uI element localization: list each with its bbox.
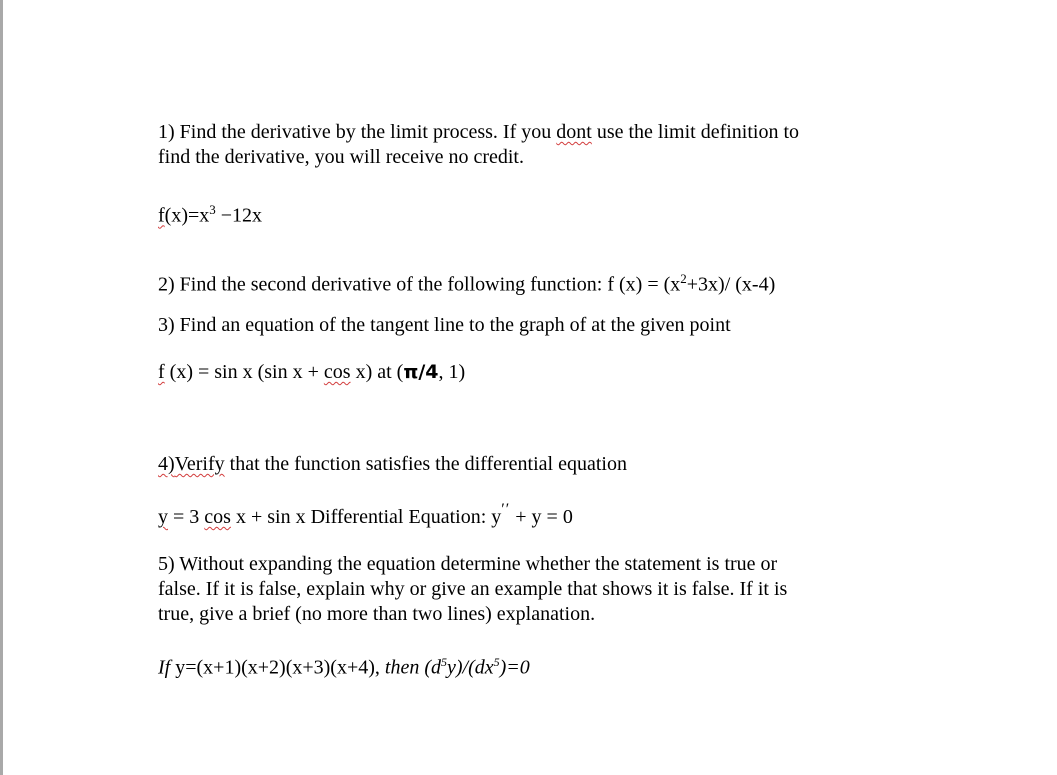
q2-text: 2) Find the second derivative of the following function: f $(x) = (x^2+3x)/$ (x-4) xyxy=(158,271,776,296)
q1-misspelled-word: dont xyxy=(556,121,592,143)
q1-instruction: 1) Find the derivative by the limit process. If you dont use the limit definition to find the derivative, you will receive no credit. xyxy=(158,121,800,168)
q4-equation: y = 3 cos x + sin x Differential Equation: y′′ + y = 0 xyxy=(158,501,573,528)
q3-function: f (x) = sin x (sin x + cos x) at (π/4, 1) xyxy=(158,361,466,383)
q5-text: 5) Without expanding the equation determine whether the statement is true or false. If it is false, explain why or give an example that shows it is false. If it is true, give a brief (no more than two lines) explanation. xyxy=(158,553,788,625)
q5-statement: If y=(x+1)(x+2)(x+3)(x+4), then $(d^5y)/(dx^5)=0$ xyxy=(158,655,530,679)
q1-function: $f(x)=x^3 -12x$ xyxy=(158,202,263,227)
q4-text: 4)Verify that the function satisfies the differential equation xyxy=(158,453,627,475)
q3-text: 3) Find an equation of the tangent line to the graph of at the given point xyxy=(158,314,731,336)
window-left-border xyxy=(0,0,3,775)
